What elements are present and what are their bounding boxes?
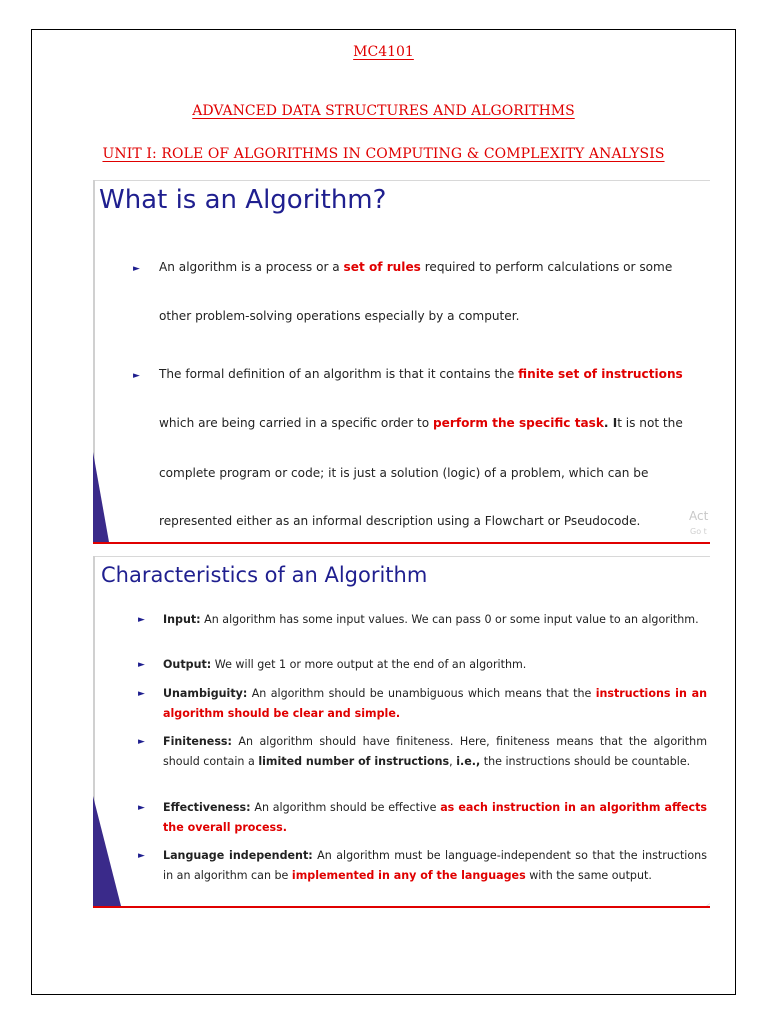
characteristic-language-independent: Language independent: An algorithm must be language-independent so that the instructions in an algorithm can be implemented in any of the languages with the same output.: [163, 849, 707, 882]
activation-watermark: Act: [689, 509, 709, 523]
triangle-bullet-icon: ►: [133, 371, 140, 381]
slide-accent-shape: [93, 796, 121, 906]
slide-top-border: [93, 180, 710, 181]
bullet-text-line: The formal definition of an algorithm is that it contains the finite set of instructions: [159, 367, 683, 381]
characteristic-unambiguity: Unambiguity: An algorithm should be unambiguous which means that the instructions in an algorithm should be clear and simple.: [163, 687, 707, 720]
triangle-bullet-icon: ►: [138, 689, 145, 699]
slide-characteristics: [93, 553, 710, 908]
bullet-text-line: complete program or code; it is just a solution (logic) of a problem, which can be: [159, 466, 649, 480]
bullet-text-line: An algorithm is a process or a set of rules required to perform calculations or some: [159, 260, 673, 274]
characteristic-effectiveness: Effectiveness: An algorithm should be effective as each instruction in an algorithm affects the overall process.: [163, 801, 707, 834]
slide-bottom-border: [93, 542, 710, 544]
characteristic-input: Input: An algorithm has some input values. We can pass 0 or some input value to an algorithm.: [163, 613, 699, 626]
bullet-text-line: represented either as an informal description using a Flowchart or Pseudocode.: [159, 514, 641, 528]
triangle-bullet-icon: ►: [138, 615, 145, 625]
slide-accent-shape: [93, 452, 109, 542]
slide-title: Characteristics of an Algorithm: [101, 563, 428, 587]
bullet-text-line: which are being carried in a specific order to perform the specific task. It is not the: [159, 416, 683, 430]
triangle-bullet-icon: ►: [133, 264, 140, 274]
triangle-bullet-icon: ►: [138, 737, 145, 747]
slide-what-is-algorithm: [93, 177, 710, 544]
unit-title: UNIT I: ROLE OF ALGORITHMS IN COMPUTING & COMPLEXITY ANALYSIS: [102, 146, 665, 162]
slide-bottom-border: [93, 906, 710, 908]
slide-title: What is an Algorithm?: [99, 185, 387, 215]
triangle-bullet-icon: ►: [138, 660, 145, 670]
bullet-text-line: other problem-solving operations especially by a computer.: [159, 309, 520, 323]
characteristic-output: Output: We will get 1 or more output at the end of an algorithm.: [163, 658, 527, 671]
subject-title: ADVANCED DATA STRUCTURES AND ALGORITHMS: [192, 103, 575, 119]
triangle-bullet-icon: ►: [138, 803, 145, 813]
course-code: MC4101: [353, 44, 414, 60]
triangle-bullet-icon: ►: [138, 851, 145, 861]
characteristic-finiteness: Finiteness: An algorithm should have finiteness. Here, finiteness means that the algorithm should contain a limited number of instructions, i.e., the instructions should be countable.: [163, 735, 707, 768]
activation-watermark-sub: Go t: [690, 527, 707, 536]
slide-top-border: [93, 556, 710, 557]
